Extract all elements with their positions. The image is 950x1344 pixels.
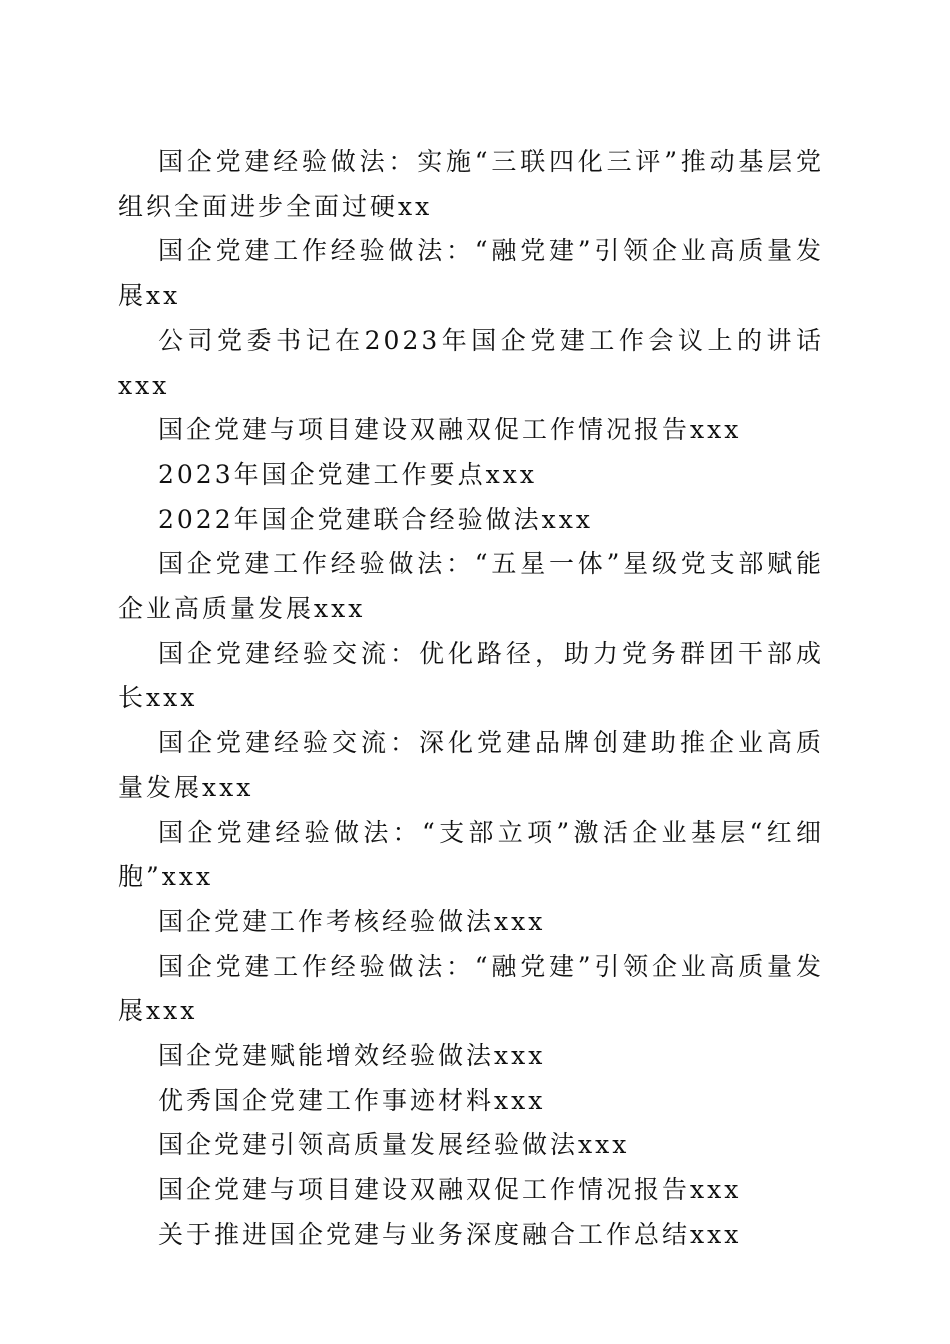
list-item: 公司党委书记在2023年国企党建工作会议上的讲话xxx	[118, 325, 824, 400]
list-item: 国企党建工作经验做法：“五星一体”星级党支部赋能企业高质量发展xxx	[118, 549, 824, 624]
list-item: 国企党建工作经验做法：“融党建”引领企业高质量发展xx	[118, 236, 824, 311]
list-item: 国企党建经验做法：实施“三联四化三评”推动基层党组织全面进步全面过硬xx	[118, 147, 824, 221]
list-item: 国企党建工作经验做法：“融党建”引领企业高质量发展xxx	[118, 951, 824, 1026]
list-item: 国企党建与项目建设双融双促工作情况报告xxx	[158, 415, 742, 445]
list-item: 国企党建经验交流：优化路径，助力党务群团干部成长xxx	[118, 638, 824, 713]
list-item: 关于推进国企党建与业务深度融合工作总结xxx	[158, 1219, 742, 1249]
document-body	[118, 140, 824, 1258]
list-item: 国企党建经验做法：“支部立项”激活企业基层“红细胞”xxx	[118, 817, 824, 892]
list-item: 国企党建与项目建设双融双促工作情况报告xxx	[158, 1175, 742, 1205]
list-item: 2023年国企党建工作要点xxx	[158, 459, 537, 489]
list-item: 国企党建赋能增效经验做法xxx	[158, 1041, 546, 1071]
list-item: 国企党建经验交流：深化党建品牌创建助推企业高质量发展xxx	[118, 728, 824, 802]
list-item: 国企党建引领高质量发展经验做法xxx	[158, 1130, 630, 1160]
list-item: 优秀国企党建工作事迹材料xxx	[158, 1085, 546, 1115]
list-item: 国企党建工作考核经验做法xxx	[158, 906, 546, 936]
list-item: 2022年国企党建联合经验做法xxx	[158, 504, 593, 534]
